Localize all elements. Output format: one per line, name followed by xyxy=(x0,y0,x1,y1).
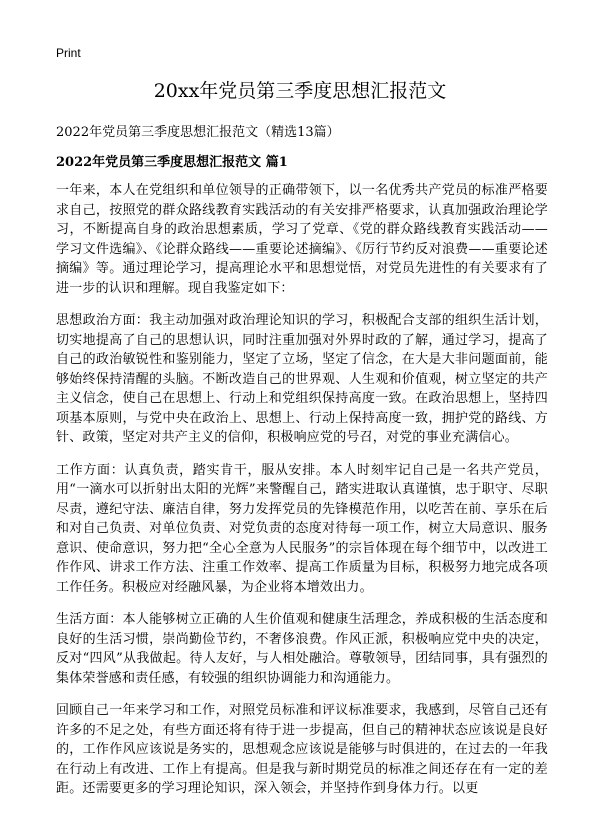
print-link[interactable]: Print xyxy=(56,46,81,60)
paragraph-political: 思想政治方面：我主动加强对政治理论知识的学习，积极配合支部的组织生活计划，切实地提高了自己的思想认识，同时注重加强对外界时政的了解，通过学习，提高了自己的政治敏锐性和鉴别能力，坚定了立场，坚定了信念，在大是大非问题面前，能够始终保持清醒的头脑。不断改造自己的世界观、人生观和价值观，树立坚定的共产主义信念，使自己在思想上、行动上和党组织保持高度一致。在政治思想上，坚持四项基本原则，与党中央在政治上、思想上、行动上保持高度一致，拥护党的路线、方针、政策，坚定对共产主义的信仰，积极响应党的号召，对党的事业充满信心。 xyxy=(56,313,548,445)
paragraph-life: 生活方面：本人能够树立正确的人生价值观和健康生活理念，养成积极的生活态度和良好的生活习惯，崇尚勤俭节约，不奢侈浪费。作风正派，积极响应党中央的决定，反对“四风”从我做起。待人友好，与人相处融洽。尊敬领导，团结同事，具有强烈的集体荣誉感和责任感，有较强的组织协调能力和沟通能力。 xyxy=(56,612,548,686)
document-subtitle: 2022年党员第三季度思想汇报范文（精选13篇） xyxy=(56,125,340,140)
paragraph-intro: 一年来，本人在党组织和单位领导的正确带领下，以一名优秀共产党员的标准严格要求自己，按照党的群众路线教育实践活动的有关安排严格要求，认真加强政治理论学习，不断提高自身的政治思想素质，学习了党章、《党的群众路线教育实践活动——学习文件选编》、《论群众路线——重要论述摘编》、《厉行节约反对浪费——重要论述摘编》等。通过理论学习，提高理论水平和思想觉悟，对党员先进性的有关要求有了进一步的认识和理解。现自我鉴定如下： xyxy=(56,183,548,296)
section-heading: 2022年党员第三季度思想汇报范文 篇1 xyxy=(56,155,288,170)
body-text xyxy=(56,181,548,812)
document-title: 20xx年党员第三季度思想汇报范文 xyxy=(153,80,447,102)
paragraph-work: 工作方面：认真负责，踏实肯干，服从安排。本人时刻牢记自己是一名共产党员，用“一滴水可以折射出太阳的光辉”来警醒自己，踏实进取认真谨慎，忠于职守、尽职尽责，遵纪守法、廉洁自律，努力发挥党员的先锋模范作用，以吃苦在前、享乐在后和对自己负责、对单位负责、对党负责的态度对待每一项工作，树立大局意识、服务意识、使命意识，努力把“全心全意为人民服务”的宗旨体现在每个细节中，以改进工作作风、讲求工作方法、注重工作效率、提高工作质量为目标，积极努力地完成各项工作任务。积极应对经融风暴，为企业将本增效出力。 xyxy=(56,462,548,595)
paragraph-review: 回顾自己一年来学习和工作，对照党员标准和评议标准要求，我感到，尽管自己还有许多的不足之处，有些方面还将有待于进一步提高，但自己的精神状态应该说是良好的，工作作风应该说是务实的，思想观念应该说是能够与时俱进的，在过去的一年我在行动上有改进、工作上有提高。但是我与新时期党员的标准之间还存在有一定的差距。还需要更多的学习理论知识，深入领会，并坚持作到身体力行。以更 xyxy=(56,703,548,796)
